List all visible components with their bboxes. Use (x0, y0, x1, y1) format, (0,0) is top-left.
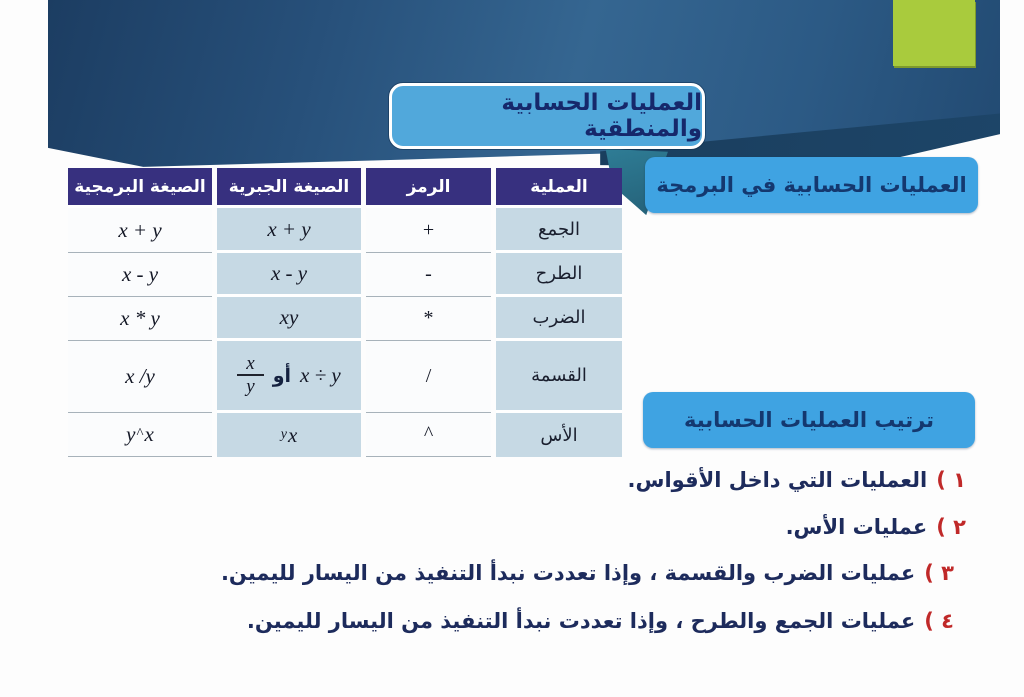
cell-subtraction-algebraic: x - y (217, 253, 361, 297)
operations-table (68, 168, 622, 457)
table-header-programming: الصيغة البرمجية (68, 168, 212, 208)
cell-addition-algebraic: x + y (217, 208, 361, 253)
exponent-base: x (287, 422, 298, 447)
slide-title: العمليات الحسابية والمنطقية (501, 90, 702, 142)
exponent-prog-exp: y (126, 422, 136, 446)
cell-division-programming: x /y (68, 341, 212, 413)
cell-exponent-algebraic (217, 413, 361, 457)
cell-addition-symbol: + (366, 208, 491, 253)
section-label-programming-operations (645, 157, 978, 213)
section-label-text: العمليات الحسابية في البرمجة (656, 173, 967, 197)
cell-addition-name: الجمع (496, 208, 622, 253)
cell-exponent-symbol: ^ (366, 413, 491, 457)
exponent-prog-base: x (144, 422, 154, 446)
fraction-denominator: y (237, 374, 263, 397)
cell-subtraction-programming: x - y (68, 253, 212, 297)
division-or-word: أو (272, 364, 292, 387)
cell-exponent-name: الأس (496, 413, 622, 457)
caret-symbol: ^ (136, 426, 144, 442)
table-header-operation: العملية (496, 168, 622, 208)
item-text: عمليات الضرب والقسمة ، وإذا تعددت نبدأ التنفيذ من اليسار لليمين. (220, 561, 916, 585)
exponent-superscript: y (280, 427, 287, 442)
cell-subtraction-symbol: - (366, 253, 491, 297)
cell-division-symbol: / (366, 341, 491, 413)
cell-subtraction-name: الطرح (496, 253, 622, 297)
division-fraction (237, 354, 263, 397)
item-text: العمليات التي داخل الأقواس. (627, 468, 928, 492)
item-number: ١ ) (936, 468, 966, 492)
cell-multiplication-algebraic: xy (217, 297, 361, 341)
table-header-symbol: الرمز (366, 168, 491, 208)
cell-exponent-programming (68, 413, 212, 457)
order-list-item-2 (786, 515, 966, 539)
order-list-item-1 (628, 468, 967, 492)
cell-multiplication-symbol: * (366, 297, 491, 341)
item-number: ٤ ) (924, 609, 954, 633)
table-header-algebraic: الصيغة الجبرية (217, 168, 361, 208)
division-expression: x ÷ y (300, 363, 341, 387)
fraction-numerator: x (246, 353, 255, 375)
order-list-item-4 (247, 609, 954, 633)
section-label-text: ترتيب العمليات الحسابية (683, 408, 935, 432)
item-number: ٢ ) (936, 515, 966, 539)
cell-division-algebraic (217, 341, 361, 413)
slide-title-box (389, 83, 705, 149)
cell-multiplication-name: الضرب (496, 297, 622, 341)
cell-multiplication-programming: x * y (68, 297, 212, 341)
cell-addition-programming: x + y (68, 208, 212, 253)
section-label-order-of-operations (643, 392, 975, 448)
cell-division-name: القسمة (496, 341, 622, 413)
green-accent-square (893, 0, 975, 66)
item-text: عمليات الجمع والطرح ، وإذا تعددت نبدأ التنفيذ من اليسار لليمين. (246, 609, 916, 633)
item-number: ٣ ) (924, 561, 954, 585)
item-text: عمليات الأس. (785, 515, 928, 539)
order-list-item-3 (221, 561, 954, 585)
